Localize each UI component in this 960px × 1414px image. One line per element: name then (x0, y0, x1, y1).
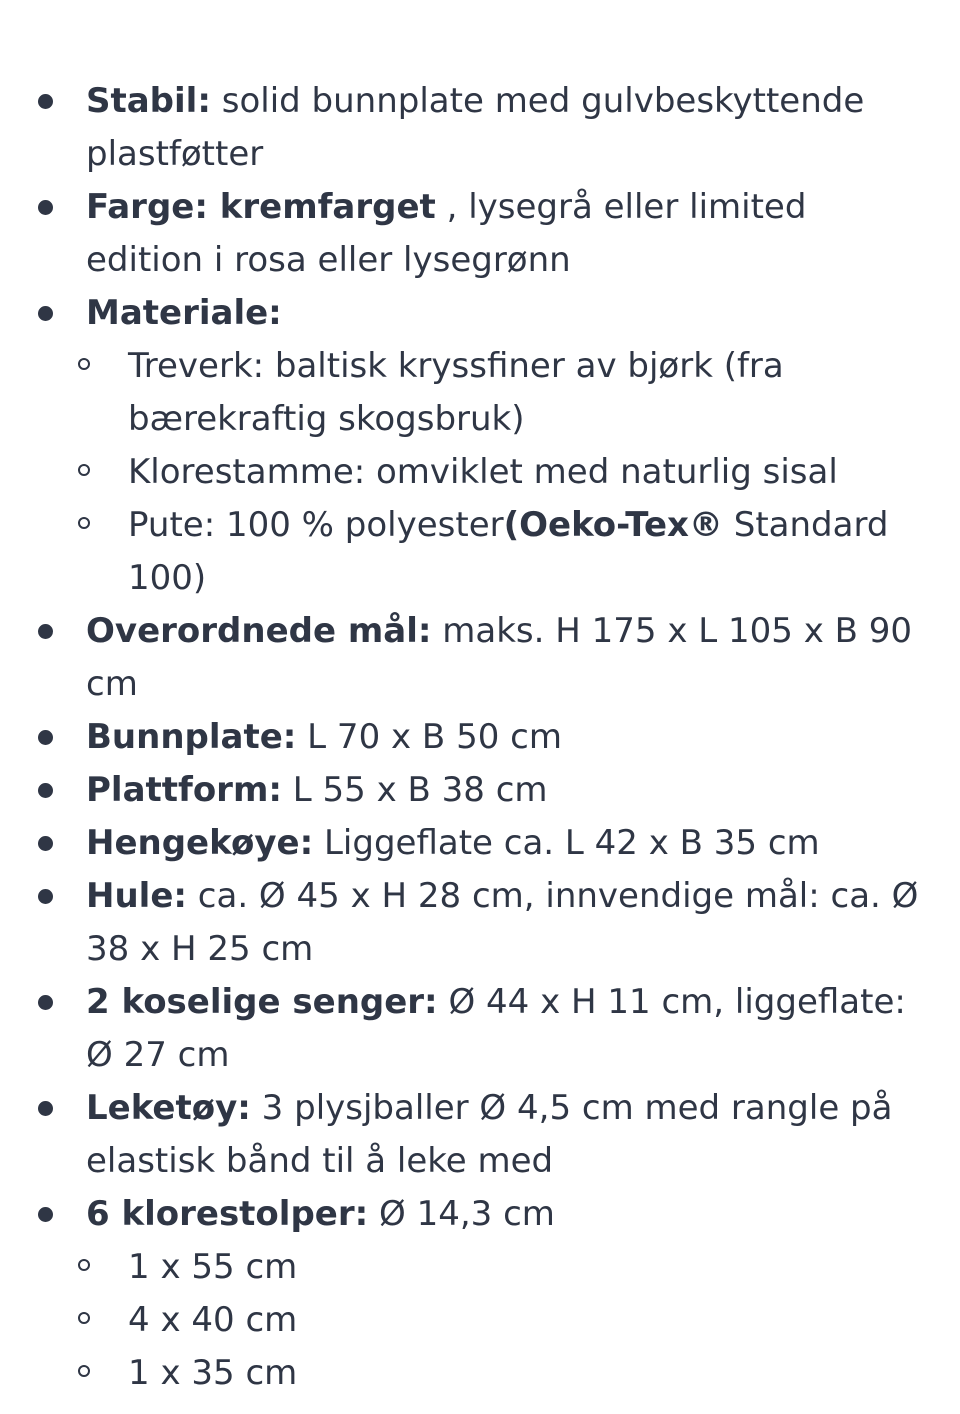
list-item-materiale (0, 287, 960, 605)
list-item-klorestolper (0, 1188, 960, 1400)
bullet-icon (38, 730, 53, 745)
item-label: Farge: kremfarget (86, 187, 436, 227)
item-text: L 55 x B 38 cm (281, 770, 548, 810)
bullet-icon (38, 624, 53, 639)
list-item-hule (0, 870, 960, 976)
subitem-bold-text: (Oeko-Tex® (503, 505, 723, 545)
circle-bullet-icon (78, 1312, 90, 1324)
circle-bullet-icon (78, 1365, 90, 1377)
item-text: ca. Ø 45 x H 28 cm, innvendige mål: ca. Ø 38 x H 25 cm (86, 876, 919, 969)
materiale-sublist (86, 340, 920, 605)
item-text: solid bunnplate med gulvbeskyttende plastføtter (86, 81, 865, 174)
list-item-stabil (0, 75, 960, 181)
item-label: Hule: (86, 876, 187, 916)
circle-bullet-icon (78, 517, 90, 529)
bullet-icon (38, 200, 53, 215)
item-label: Materiale: (86, 293, 282, 333)
subitem-text: Treverk: baltisk kryssfiner av bjørk (fra bærekraftig skogsbruk) (128, 346, 784, 439)
circle-bullet-icon (78, 358, 90, 370)
sublist-item (86, 499, 920, 605)
sublist-item (86, 1241, 920, 1294)
circle-bullet-icon (78, 1259, 90, 1271)
circle-bullet-icon (78, 464, 90, 476)
list-item-bunnplate (0, 711, 960, 764)
sublist-item (86, 1347, 920, 1400)
item-label: Stabil: (86, 81, 211, 121)
item-label: 2 koselige senger: (86, 982, 438, 1022)
item-label: 6 klorestolper: (86, 1194, 369, 1234)
item-text: L 70 x B 50 cm (296, 717, 562, 757)
subitem-text: 1 x 55 cm (128, 1247, 298, 1287)
item-label: Hengekøye: (86, 823, 314, 863)
sublist-item (86, 340, 920, 446)
item-text: Liggeflate ca. L 42 x B 35 cm (313, 823, 820, 863)
bullet-icon (38, 836, 53, 851)
subitem-text: Klorestamme: omviklet med naturlig sisal (128, 452, 838, 492)
spec-list (0, 75, 960, 1400)
sublist-item (86, 1294, 920, 1347)
klorestolper-sublist (86, 1241, 920, 1400)
list-item-farge (0, 181, 960, 287)
item-text: , lysegrå eller limited edition i rosa eller lysegrønn (86, 187, 807, 280)
bullet-icon (38, 1207, 53, 1222)
sublist-item (86, 446, 920, 499)
item-label: Bunnplate: (86, 717, 297, 757)
list-item-leketoy (0, 1082, 960, 1188)
subitem-text: Pute: 100 % polyester (128, 505, 504, 545)
subitem-text: 4 x 40 cm (128, 1300, 298, 1340)
bullet-icon (38, 889, 53, 904)
bullet-icon (38, 783, 53, 798)
subitem-text: 1 x 35 cm (128, 1353, 298, 1393)
item-label: Plattform: (86, 770, 282, 810)
bullet-icon (38, 1101, 53, 1116)
bullet-icon (38, 995, 53, 1010)
subitem-after-text: Standard 100) (128, 505, 889, 598)
item-label: Overordnede mål: (86, 611, 432, 651)
list-item-hengekoye (0, 817, 960, 870)
item-text: maks. H 175 x L 105 x B 90 cm (86, 611, 913, 704)
item-text: Ø 14,3 cm (368, 1194, 555, 1234)
list-item-overordnede-maal (0, 605, 960, 711)
bullet-icon (38, 94, 53, 109)
item-text: 3 plysjballer Ø 4,5 cm med rangle på elastisk bånd til å leke med (86, 1088, 893, 1181)
bullet-icon (38, 306, 53, 321)
list-item-plattform (0, 764, 960, 817)
item-text: Ø 44 x H 11 cm, liggeflate: Ø 27 cm (86, 982, 906, 1075)
item-label: Leketøy: (86, 1088, 251, 1128)
list-item-senger (0, 976, 960, 1082)
